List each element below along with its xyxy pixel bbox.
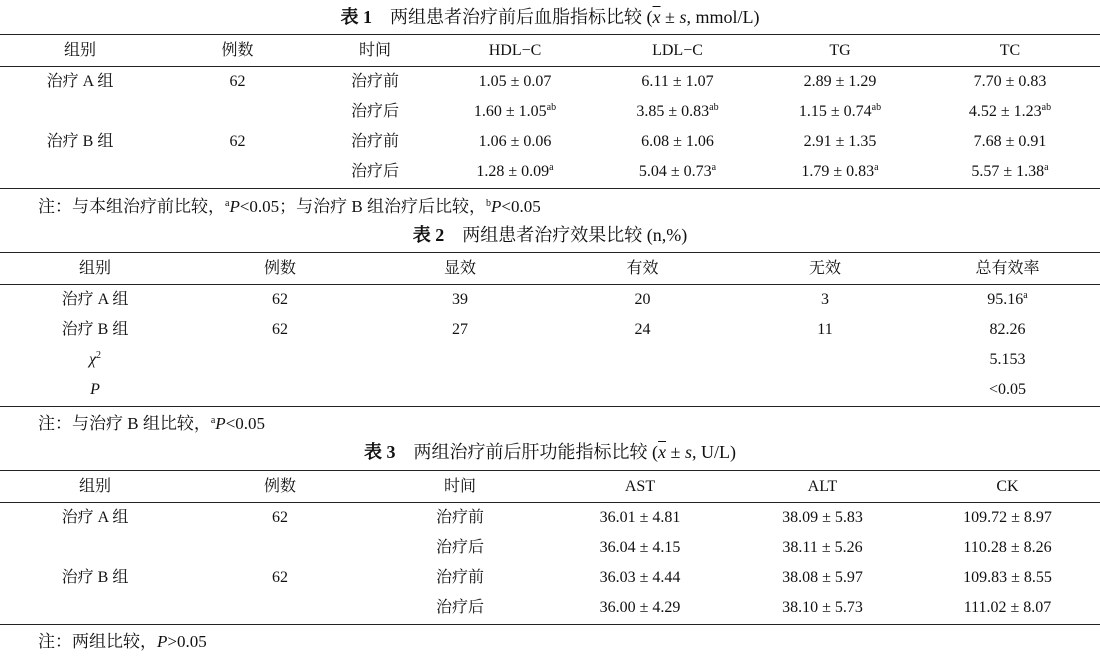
table2-header-cell: 有效 [626, 260, 659, 277]
value-cell: 1.60 ± 1.05$^{ab}$ [473, 102, 557, 120]
value-cell: 4.52 ± 1.23$^{ab}$ [968, 102, 1052, 120]
table3-header-cell: CK [996, 478, 1019, 495]
count-cell [160, 97, 315, 127]
table1-top-rule [0, 34, 1100, 35]
time-cell: 治疗前 [350, 133, 399, 150]
value-cell: 5.57 ± 1.38$^a$ [971, 162, 1049, 180]
value-cell: 2.89 ± 1.29 [803, 73, 877, 90]
table1-bottom-rule [0, 188, 1100, 189]
table3-header-cell: ALT [807, 478, 838, 495]
group-cell: 治疗 B 组 [46, 133, 114, 150]
count-cell: 62 [272, 321, 288, 338]
table3-label: 表 3 [364, 442, 396, 462]
table2-top-rule [0, 252, 1100, 253]
table-row [0, 157, 1100, 187]
value-cell: 3.85 ± 0.83$^{ab}$ [636, 102, 719, 120]
table2-caption [0, 224, 1100, 246]
table-row [0, 533, 1100, 563]
table3-title: 两组治疗前后肝功能指标比较 ( [413, 442, 659, 462]
table-row [0, 593, 1100, 623]
value-cell: 111.02 ± 8.07 [963, 599, 1052, 616]
value-cell: 2.91 ± 1.35 [803, 133, 877, 150]
p-label: P [90, 381, 100, 398]
value-cell: 109.83 ± 8.55 [963, 569, 1052, 586]
group-cell: 治疗 A 组 [61, 509, 129, 526]
table1-header-cell: 时间 [358, 42, 391, 59]
table-row [0, 67, 1100, 97]
time-cell: 治疗前 [350, 73, 399, 90]
table1-title-unit: , mmol/L) [686, 7, 760, 27]
count-cell: 62 [229, 73, 246, 90]
value-cell: 27 [452, 321, 468, 338]
table2-header-cell: 总有效率 [975, 260, 1040, 277]
value-cell: 11 [817, 321, 833, 338]
value-cell: 36.03 ± 4.44 [599, 569, 681, 586]
group-cell: 治疗 A 组 [61, 291, 129, 308]
group-cell [0, 593, 190, 623]
table3-header-cell: AST [624, 478, 656, 495]
table1-header-row [0, 36, 1100, 66]
table2-header-row [0, 254, 1100, 284]
value-cell: 39 [452, 291, 468, 308]
table1-header-cell: 例数 [221, 42, 254, 59]
value-cell: 109.72 ± 8.97 [963, 509, 1052, 526]
table2-note: 注：与治疗 B 组比较，$^a$P<0.05 [38, 414, 266, 433]
table-row [0, 503, 1100, 533]
table-row [0, 345, 1100, 375]
value-cell: 1.15 ± 0.74$^{ab}$ [798, 102, 882, 120]
table1-header-cell: 组别 [63, 42, 96, 59]
time-cell: 治疗前 [435, 509, 484, 526]
value-cell: 24 [634, 321, 651, 338]
rate-cell: 82.26 [989, 321, 1026, 338]
time-cell: 治疗后 [435, 539, 484, 556]
table3-caption: 表 3 两组治疗前后肝功能指标比较 ($\overline{x} \pm s$, U/L) [364, 442, 736, 462]
table3-header-row [0, 472, 1100, 502]
table-row [0, 285, 1100, 315]
count-cell [190, 593, 370, 623]
p-value: <0.05 [988, 381, 1027, 398]
table-row [0, 127, 1100, 157]
table2-header-cell: 显效 [443, 260, 476, 277]
value-cell: 36.04 ± 4.15 [599, 539, 681, 556]
table1-header-cell: TG [829, 42, 851, 59]
value-cell: 6.08 ± 1.06 [641, 133, 714, 150]
group-cell [0, 533, 190, 563]
table2-bottom-rule [0, 406, 1100, 407]
table3-header-cell: 组别 [78, 478, 111, 495]
value-cell: 1.05 ± 0.07 [478, 73, 552, 90]
value-cell: 38.11 ± 5.26 [782, 539, 863, 556]
value-cell: 36.01 ± 4.81 [599, 509, 681, 526]
value-cell: 7.70 ± 0.83 [973, 73, 1047, 90]
value-cell: 1.06 ± 0.06 [478, 133, 552, 150]
table-row [0, 97, 1100, 127]
value-cell: 3 [821, 291, 829, 308]
table1-label: 表 1 [340, 7, 373, 27]
value-cell: 5.04 ± 0.73$^a$ [638, 162, 717, 180]
table2-header-cell: 无效 [808, 260, 841, 277]
table3-body [0, 503, 1100, 623]
count-cell [190, 533, 370, 563]
table3-bottom-rule [0, 624, 1100, 625]
table1-header-cell: HDL−C [488, 42, 542, 59]
table1-header-cell: LDL−C [652, 42, 703, 59]
time-cell: 治疗后 [350, 103, 399, 120]
count-cell: 62 [272, 291, 288, 308]
count-cell [160, 157, 315, 187]
table-row [0, 563, 1100, 593]
table2-header-cell: 例数 [263, 260, 296, 277]
group-cell: 治疗 B 组 [61, 321, 129, 338]
table2 [0, 254, 1100, 284]
time-cell: 治疗前 [435, 569, 484, 586]
table1-note: 注：与本组治疗前比较，$^a$P<0.05；与治疗 B 组治疗后比较，$^b$P<0.05 [38, 197, 541, 216]
value-cell: 20 [634, 291, 651, 308]
table3 [0, 472, 1100, 502]
value-cell: 6.11 ± 1.07 [641, 73, 714, 90]
group-cell [0, 157, 160, 187]
table2-header-cell: 组别 [78, 260, 111, 277]
table1-title: 两组患者治疗前后血脂指标比较 ( [390, 7, 653, 27]
count-cell: 62 [272, 569, 288, 586]
table2-title: 两组患者治疗效果比较 (n,%) [462, 225, 688, 245]
table3-header-cell: 例数 [263, 478, 296, 495]
table2-label: 表 2 [412, 225, 445, 245]
group-cell: 治疗 B 组 [61, 569, 129, 586]
value-cell: 110.28 ± 8.26 [963, 539, 1052, 556]
chi-square-label: $\chi^2$ [88, 350, 102, 368]
rate-cell: 95.16$^a$ [987, 290, 1028, 308]
value-cell: 36.00 ± 4.29 [599, 599, 681, 616]
value-cell: 1.28 ± 0.09$^a$ [476, 162, 554, 180]
value-cell: 38.08 ± 5.97 [782, 569, 863, 586]
table1-caption: 表 1 两组患者治疗前后血脂指标比较 ($\overline{x} \pm s$, mmol/L) [340, 7, 760, 27]
time-cell: 治疗后 [350, 163, 399, 180]
value-cell: 38.09 ± 5.83 [782, 509, 863, 526]
table1-body [0, 67, 1100, 187]
table3-note: 注：两组比较，P>0.05 [38, 632, 207, 651]
time-cell: 治疗后 [435, 599, 484, 616]
table1-header-cell: TC [999, 42, 1021, 59]
table-row [0, 375, 1100, 405]
chi-square-value: 5.153 [989, 351, 1026, 368]
value-cell: 1.79 ± 0.83$^a$ [801, 162, 879, 180]
table3-header-cell: 时间 [443, 478, 476, 495]
group-cell [0, 97, 160, 127]
count-cell: 62 [229, 133, 246, 150]
table3-title-unit: , U/L) [691, 442, 736, 462]
group-cell: 治疗 A 组 [46, 73, 114, 90]
value-cell: 7.68 ± 0.91 [973, 133, 1047, 150]
table1-title-xbar: $\overline{x}$ [652, 7, 661, 27]
table3-top-rule [0, 470, 1100, 471]
table3-title-xbar: $\overline{x}$ [658, 442, 667, 462]
table1 [0, 36, 1100, 66]
table2-body [0, 285, 1100, 405]
count-cell: 62 [272, 509, 288, 526]
table-row [0, 315, 1100, 345]
value-cell: 38.10 ± 5.73 [782, 599, 863, 616]
